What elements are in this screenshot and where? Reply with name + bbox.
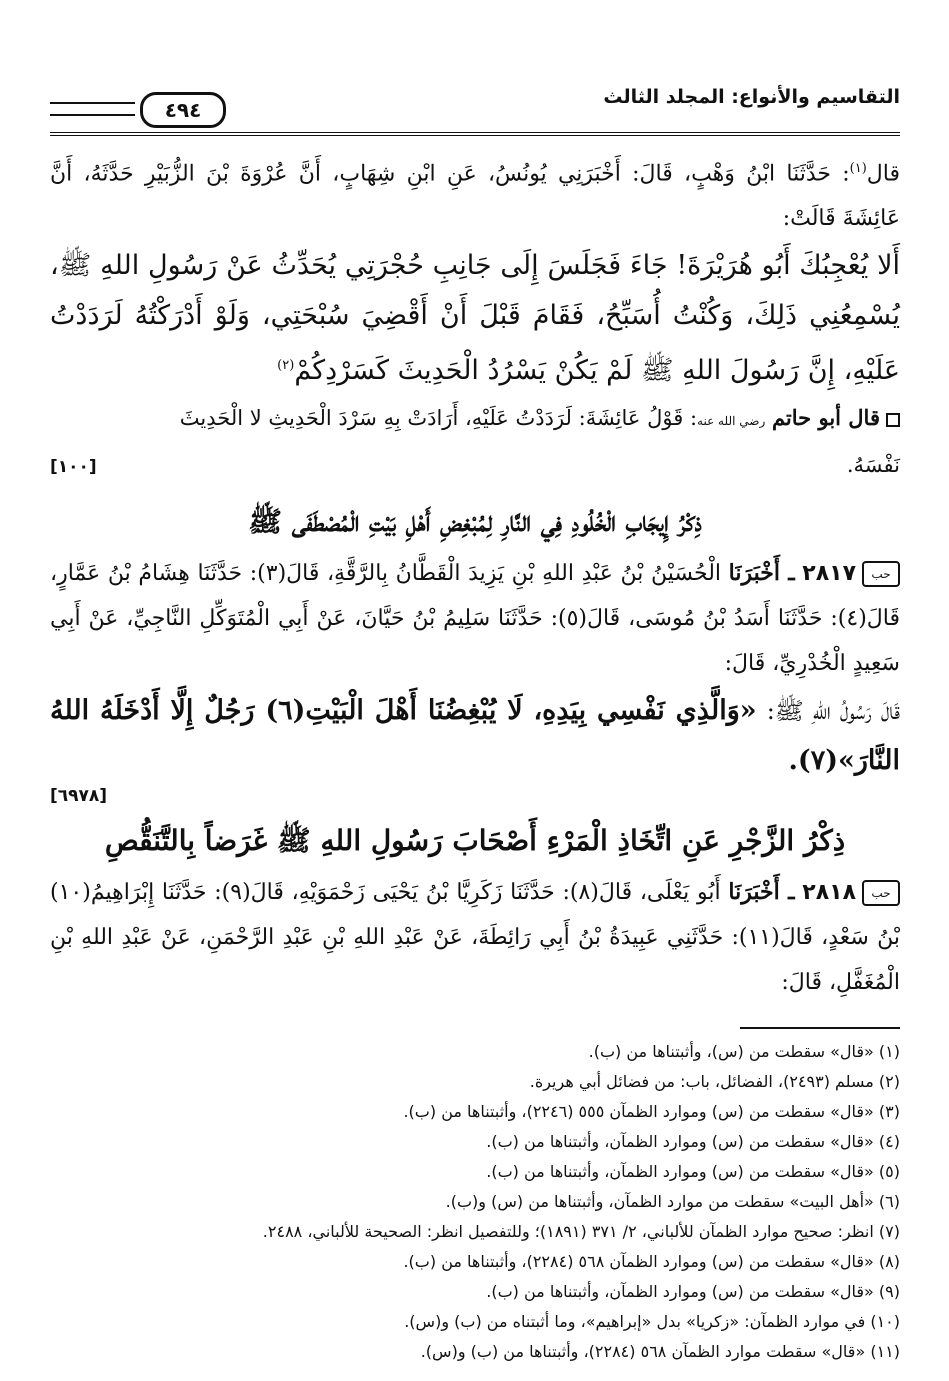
footnote: (٢) مسلم (٢٤٩٣)، الفضائل، باب: من فضائل أبي هريرة. [529,1072,900,1092]
book-page [50,70,900,1367]
cross-reference: [٦٩٧٨] [50,786,108,807]
footnote-ref: (١) [849,161,867,176]
hadith-emblem-icon: حب [862,880,900,906]
footnote: (٥) «قال» سقطت من (س) وموارد الظمآن، وأثبتناها من (ب). [486,1162,900,1182]
footnote: (١) «قال» سقطت من (س)، وأثبتناها من (ب). [588,1042,900,1062]
isnad-paragraph [50,146,900,241]
matn-intro: قَالَ رَسُولُ اللهِ ﷺ: [766,697,900,726]
footnote: (٨) «قال» سقطت من (س) وموارد الظمآن ٥٦٨ (٢٢٨٤)، وأثبتناها من (ب). [403,1252,900,1272]
footnote: (١١) «قال» سقطت موارد الظمآن ٥٦٨ (٢٢٨٤)، وأثبتناها من (ب) و(س). [420,1342,900,1362]
footnote-divider [740,1027,900,1029]
isnad-text: : حَدَّثَنَا ابْنُ وَهْبٍ، قَالَ: أَخْبَرَنِي يُونُسُ، عَنِ ابْنِ شِهَابٍ، أَنَّ عُرْوَةَ بْنَ الزُّبَيْرِ حَدَّثَهُ، أَنَّ عَائِشَةَ قَالَتْ: [50,161,900,232]
hadith-emblem-icon: حب [862,561,900,587]
note-end: نَفْسَهُ. [846,453,900,478]
footnote: (١٠) في موارد الظمآن: «زكريا» بدل «إبراهيم»، وما أثبتناه من (ب) و(س). [404,1312,900,1332]
isnad-text: أَبُو يَعْلَى، قَالَ(٨): حَدَّثَنَا زَكَرِيَّا بْنُ يَحْيَى زَحْمَوَيْهِ، قَالَ(٩): حَدَّثَنَا إِبْرَاهِيمُ(١٠) بْنُ سَعْدٍ، قَالَ(١١): حَدَّثَنِي عَبِيدَةُ بْنُ أَبِي رَائِطَةَ، عَنْ عَبْدِ اللهِ بْنِ عَبْدِ الرَّحْمَنِ، عَنْ عَبْدِ اللهِ بْنِ الْمُغَفَّلِ، قَالَ: [50,880,900,996]
footnotes [50,1037,900,1367]
isnad-text: الْحُسَيْنُ بْنُ عَبْدِ اللهِ بْنِ يَزِيدَ الْقَطَّانُ بِالرَّقَّةِ، قَالَ(٣): حَدَّثَنَا هِشَامُ بْنُ عَمَّارٍ، قَالَ(٤): حَدَّثَنَا أَسَدُ بْنُ مُوسَى، قَالَ(٥): حَدَّثَنَا سَلِيمُ بْنُ حَيَّانَ، عَنْ أَبِي الْمُتَوَكِّلِ النَّاجِيِّ، عَنْ أَبِي سَعِيدٍ الْخُدْرِيِّ، قَالَ: [50,561,900,677]
honorific: رضي الله عنه [697,414,766,429]
hadith-number: ٢٨١٧ [802,561,857,587]
note-text: : قَوْلُ عَائِشَةَ: لَرَدَدْتُ عَلَيْهِ، أَرَادَتْ بِهِ سَرْدَ الْحَدِيثِ لا الْحَدِيثَ [179,406,698,431]
ref-row [50,443,900,487]
hadith-number: ٢٨١٨ [802,880,857,906]
hadith-isnad [50,870,900,1005]
matn-text: أَلا يُعْجِبُكَ أَبُو هُرَيْرَةَ! جَاءَ فَجَلَسَ إِلَى جَانِبِ حُجْرَتِي يُحَدِّثُ عَنْ رَسُولِ اللهِ ﷺ، يُسْمِعُنِي ذَلِكَ، وَكُنْتُ أُسَبِّحُ، فَقَامَ قَبْلَ أَنْ أَقْضِيَ سُبْحَتِي، وَلَوْ أَدْرَكْتُهُ لَرَدَدْتُ عَلَيْهِ، إِنَّ رَسُولَ اللهِ ﷺ لَمْ يَكُنْ يَسْرُدُ الْحَدِيثَ كَسَرْدِكُمْ [50,250,900,387]
running-header [50,70,900,136]
note-label: قال أبو حاتم [771,405,880,431]
footnote: (٣) «قال» سقطت من (س) وموارد الظمآن ٥٥٥ (٢٢٤٦)، وأثبتناها من (ب). [403,1102,900,1122]
abu-hatim-note [50,396,900,443]
header-title: التقاسيم والأنواع: المجلد الثالث [603,86,900,108]
isnad-qala: قال [866,161,900,187]
footnote: (٧) انظر: صحيح موارد الظمآن للألباني، ٢/ ٣٧١ (١٨٩١)؛ وللتفصيل انظر: الصحيحة للألباني، ٢٤٨٨. [262,1222,900,1242]
hadith-matn [50,241,900,396]
chapter-heading: ذِكْرُ إِيجَابِ الْخُلُودِ فِي النَّارِ لِمُبْغِضِ أَهْلِ بَيْتِ الْمُصْطَفَى ﷺ [248,505,702,539]
chapter-heading: ذِكْرُ الزَّجْرِ عَنِ اتِّخَاذِ الْمَرْءِ أَصْحَابَ رَسُولِ اللهِ ﷺ غَرَضاً بِالتَّنَقُّصِ [104,824,846,858]
ref-row [50,786,900,806]
footnote: (٩) «قال» سقطت من (س) وموارد الظمآن، وأثبتناها من (ب). [486,1282,900,1302]
hadith-matn [50,686,900,786]
footnote: (٤) «قال» سقطت من (س) وموارد الظمآن، وأثبتناها من (ب). [486,1132,900,1152]
header-rule [50,102,135,116]
square-bullet-icon [886,413,900,427]
footnote-ref: (٢) [277,358,295,374]
page-number: ٤٩٤ [140,92,226,128]
hadith-isnad [50,551,900,686]
akhbarana: ـ أَخْبَرَنَا [728,560,795,587]
page-body [50,146,900,1367]
akhbarana: ـ أَخْبَرَنَا [728,879,795,906]
footnote: (٦) «أهل البيت» سقطت من موارد الظمآن، وأثبتناها من (س) و(ب). [445,1192,900,1212]
cross-reference: [١٠٠] [50,457,97,478]
matn-text: «وَالَّذِي نَفْسِي بِيَدِهِ، لَا يُبْغِضُنَا أَهْلَ الْبَيْتِ(٦) رَجُلٌ إِلَّا أَدْخَلَهُ اللهُ النَّارَ»(٧). [50,695,900,777]
